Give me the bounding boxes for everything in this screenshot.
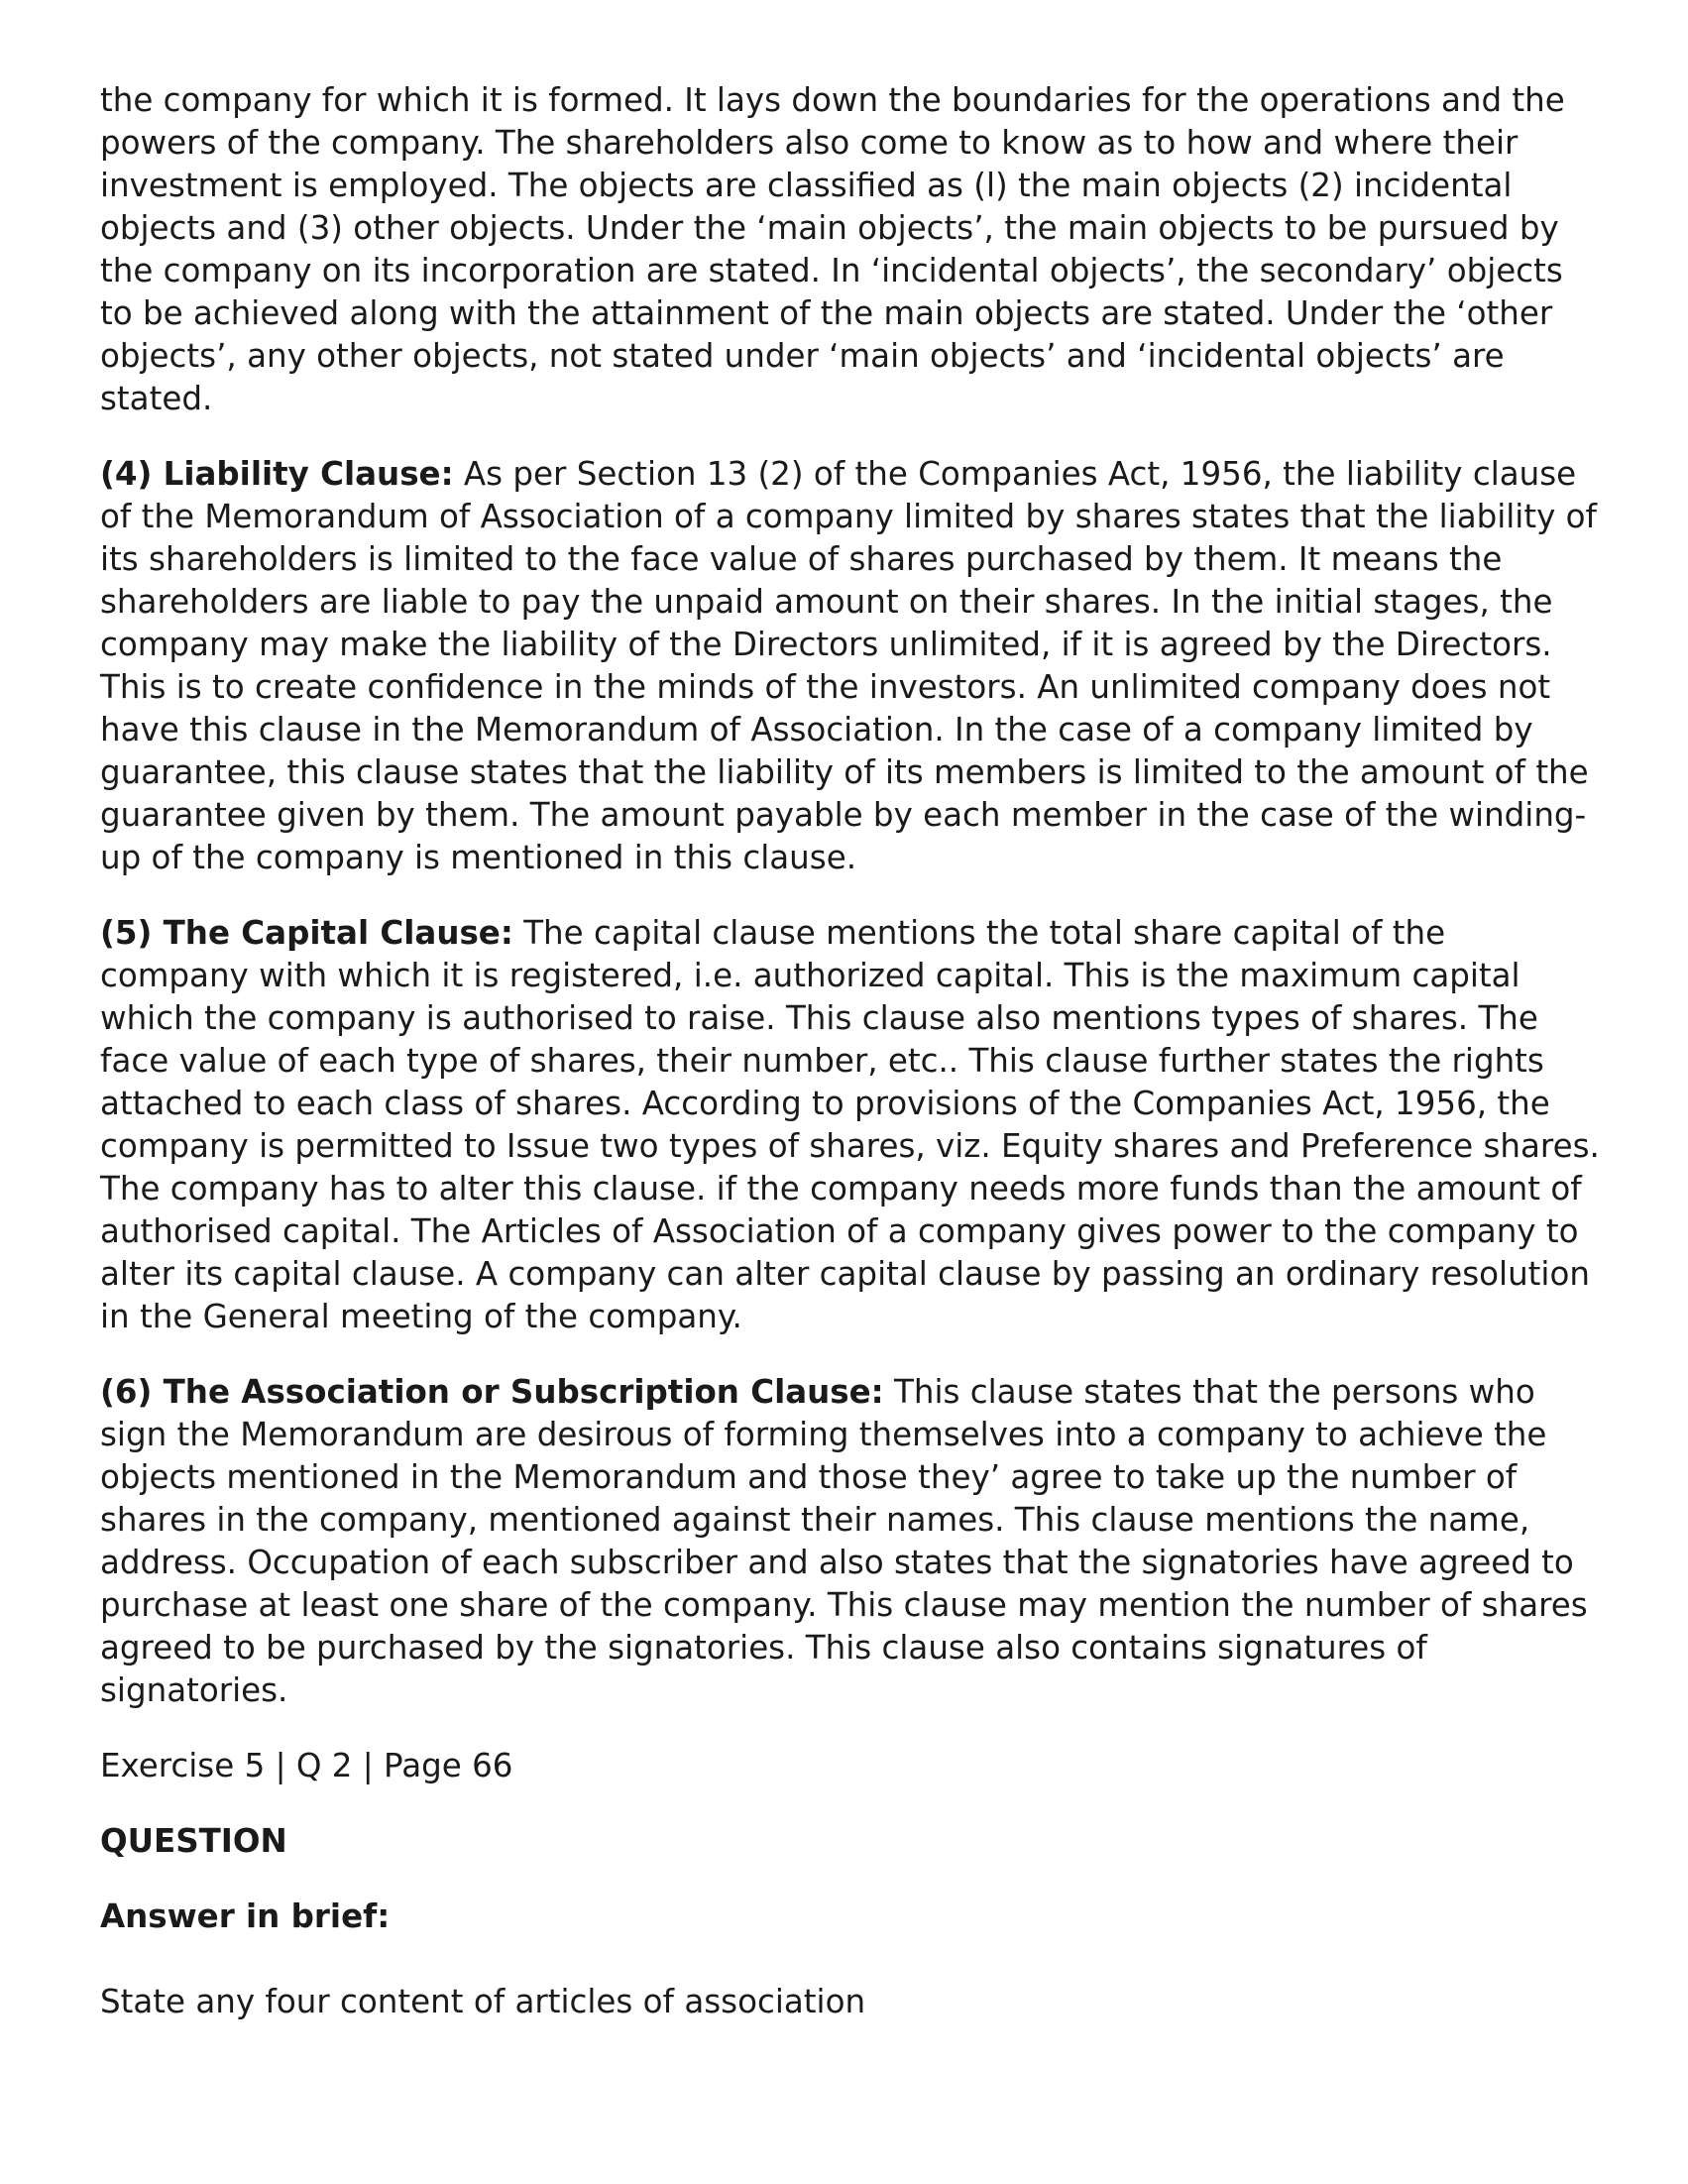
subscription-clause-heading: (6) The Association or Subscription Clause: xyxy=(100,1373,884,1411)
capital-clause-paragraph xyxy=(100,912,1602,1338)
liability-clause-text: As per Section 13 (2) of the Companies Act, 1956, the liability clause of the Memorandum of Association of a company limited by shares states that the liability of its shareholders is limited to the face value of shares purchased by them. It means the shareholders are liable to pay the unpaid amount on their shares. In the initial stages, the company may make the liability of the Directors unlimited, if it is agreed by the Directors. This is to create confidence in the minds of the investors. An unlimited company does not have this clause in the Memorandum of Association. In the case of a company limited by guarantee, this clause states that the liability of its members is limited to the amount of the guarantee given by them. The amount payable by each member in the case of the winding-up of the company is mentioned in this clause. xyxy=(100,455,1597,876)
question-text: State any four content of articles of association xyxy=(100,1983,866,2020)
exercise-reference: Exercise 5 | Q 2 | Page 66 xyxy=(100,1747,513,1784)
document-page xyxy=(100,79,1602,2023)
objects-paragraph: the company for which it is formed. It lays down the boundaries for the operations and the powers of the company. The shareholders also come to know as to how and where their investment is employed. The objects are classified as (l) the main objects (2) incidental objects and (3) other objects. Under the ‘main objects’, the main objects to be pursued by the company on its incorporation are stated. In ‘incidental objects’, the secondary’ objects to be achieved along with the attainment of the main objects are stated. Under the ‘other objects’, any other objects, not stated under ‘main objects’ and ‘incidental objects’ are stated. xyxy=(100,81,1565,417)
subscription-clause-paragraph xyxy=(100,1371,1602,1712)
liability-clause-paragraph xyxy=(100,453,1602,879)
capital-clause-text: The capital clause mentions the total share capital of the company with which it is registered, i.e. authorized capital. This is the maximum capital which the company is authorised to raise. This clause also mentions types of shares. The face value of each type of shares, their number, etc.. This clause further states the rights attached to each class of shares. According to provisions of the Companies Act, 1956, the company is permitted to Issue two types of shares, viz. Equity shares and Preference shares. The company has to alter this clause. if the company needs more funds than the amount of authorised capital. The Articles of Association of a company gives power to the company to alter its capital clause. A company can alter capital clause by passing an ordinary resolution in the General meeting of the company. xyxy=(100,914,1600,1335)
subscription-clause-text: This clause states that the persons who sign the Memorandum are desirous of forming themselves into a company to achieve the objects mentioned in the Memorandum and those they’ agree to take up the number of shares in the company, mentioned against their names. This clause mentions the name, address. Occupation of each subscriber and also states that the signatories have agreed to purchase at least one share of the company. This clause may mention the number of shares agreed to be purchased by the signatories. This clause also contains signatures of signatories. xyxy=(100,1373,1588,1709)
liability-clause-heading: (4) Liability Clause: xyxy=(100,455,454,493)
capital-clause-heading: (5) The Capital Clause: xyxy=(100,914,513,952)
answer-type-label: Answer in brief: xyxy=(100,1897,391,1935)
question-label: QUESTION xyxy=(100,1822,287,1860)
